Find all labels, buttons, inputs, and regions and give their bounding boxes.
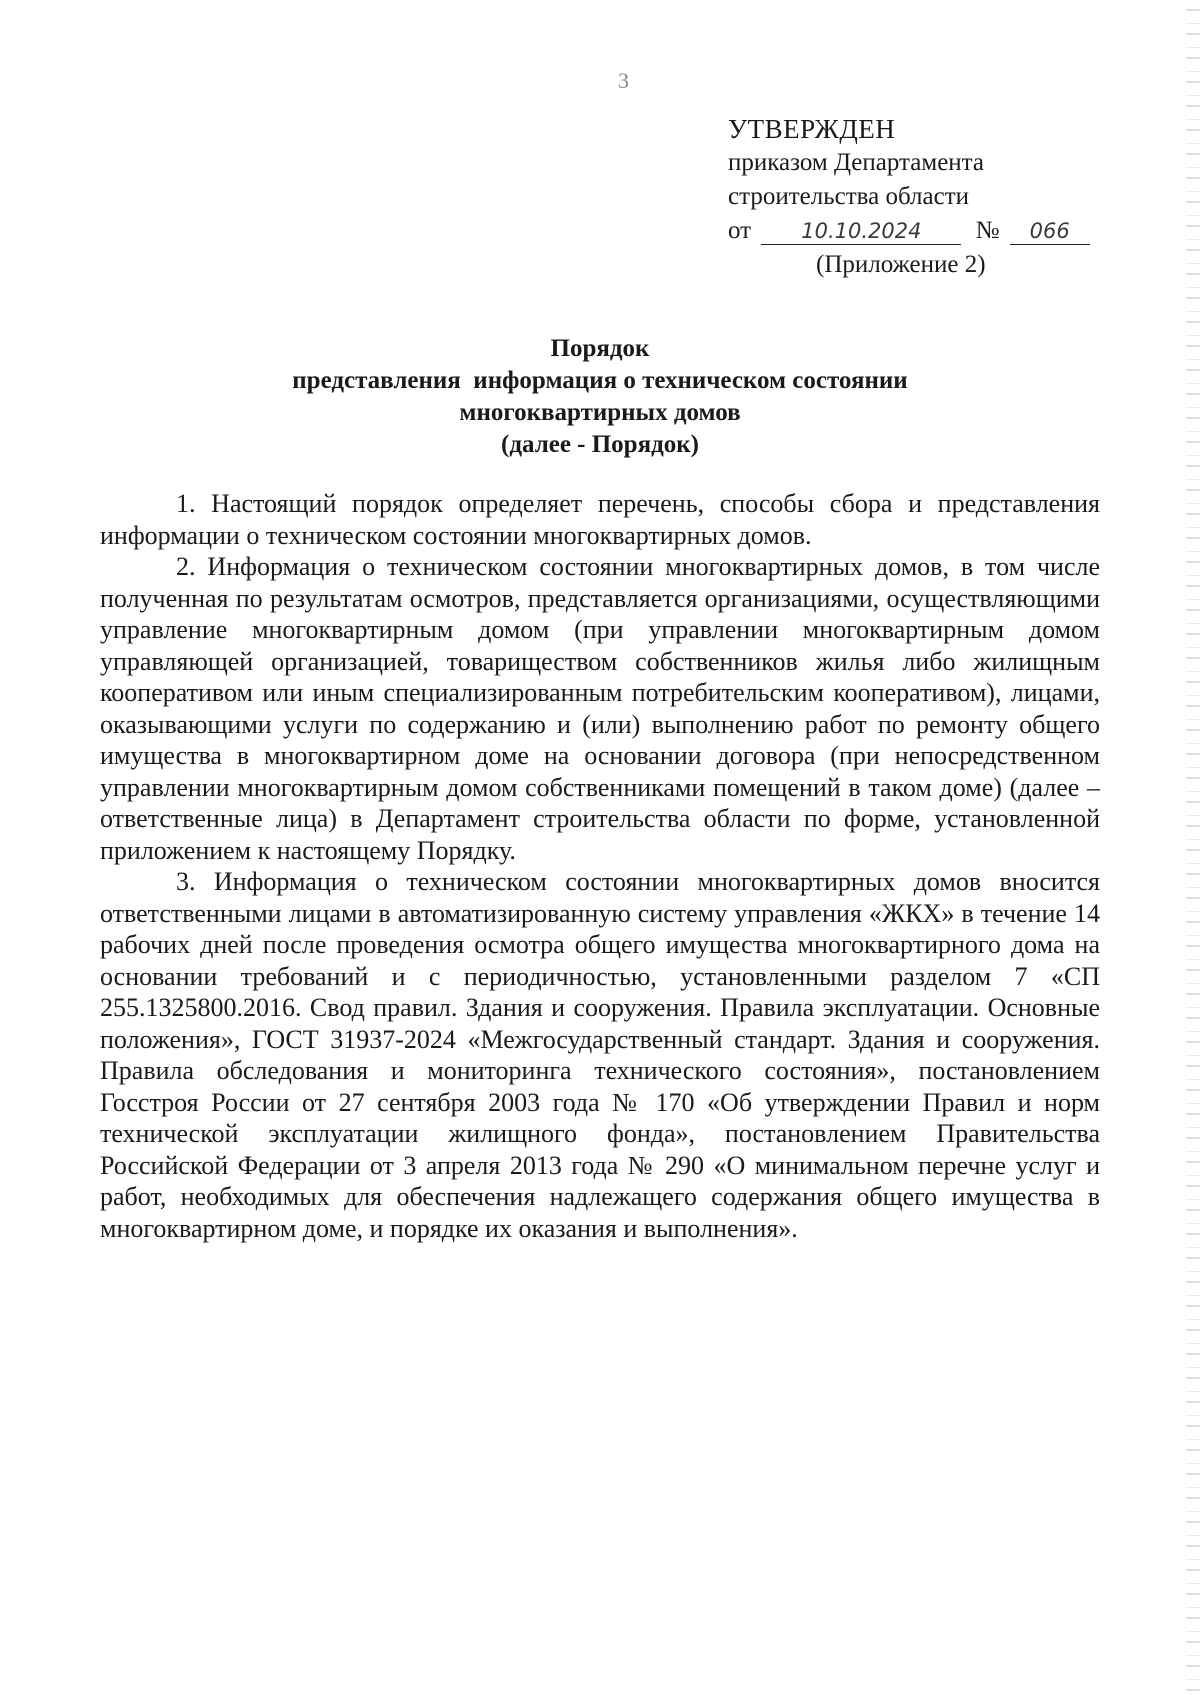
page-number: 3	[618, 68, 629, 93]
approval-stamp: УТВЕРЖДЕН	[728, 114, 896, 144]
document-body	[100, 488, 1100, 1244]
handwritten-date: 10.10.2024	[761, 218, 961, 245]
approval-date-line	[728, 214, 1090, 248]
appendix-label: (Приложение 2)	[816, 251, 986, 278]
number-label: №	[975, 217, 1000, 244]
paragraph-1: 1. Настоящий порядок определяет перечень, способы сбора и представления информации о техническом состоянии многоквартирных домов.	[100, 489, 1100, 550]
paragraph-3: 3. Информация о техническом состоянии многоквартирных домов вносится ответственными лицами в автоматизированную систему управления «ЖКХ» в течение 14 рабочих дней после проведения осмотра общего имущества многоквартирного дома на основании требований и с периодичностью, установленными разделом 7 «СП 255.1325800.2016. Свод правил. Здания и сооружения. Правила эксплуатации. Основные положения», ГОСТ 31937-2024 «Межгосударственный стандарт. Здания и сооружения. Правила обследования и мониторинга технического состояния», постановлением Госстроя России от 27 сентября 2003 года № 170 «Об утверждении Правил и норм технической эксплуатации жилищного фонда», постановлением Правительства Российской Федерации от 3 апреля 2013 года № 290 «О минимальном перечне услуг и работ, необходимых для обеспечения надлежащего содержания общего имущества в многоквартирном доме, и порядке их оказания и выполнения».	[100, 867, 1100, 1243]
approval-department-line: строительства области	[728, 183, 970, 210]
title-line-1: Порядок	[550, 335, 650, 362]
document-title	[100, 333, 1100, 461]
scan-edge-artifact	[1186, 0, 1200, 1695]
title-line-2: представления информация о техническом состоянии	[292, 367, 908, 394]
approval-order-line: приказом Департамента	[728, 149, 984, 176]
paragraph-2: 2. Информация о техническом состоянии многоквартирных домов, в том числе полученная по результатам осмотров, представляется организациями, осуществляющими управление многоквартирным домом (при управлении многоквартирным домом управляющей организацией, товариществом собственников жилья либо жилищным кооперативом или иным специализированным потребительским кооперативом), лицами, оказывающими услуги по содержанию и (или) выполнению работ по ремонту общего имущества в многоквартирном доме на основании договора (при непосредственном управлении многоквартирным домом собственниками помещений в таком доме) (далее – ответственные лица) в Департамент строительства области по форме, установленной приложением к настоящему Порядку.	[100, 552, 1100, 865]
approval-block	[728, 112, 1090, 282]
title-line-4: (далее - Порядок)	[501, 431, 699, 458]
title-line-3: многоквартирных домов	[459, 399, 741, 426]
handwritten-number: 066	[1010, 218, 1090, 245]
from-label: от	[728, 217, 752, 244]
